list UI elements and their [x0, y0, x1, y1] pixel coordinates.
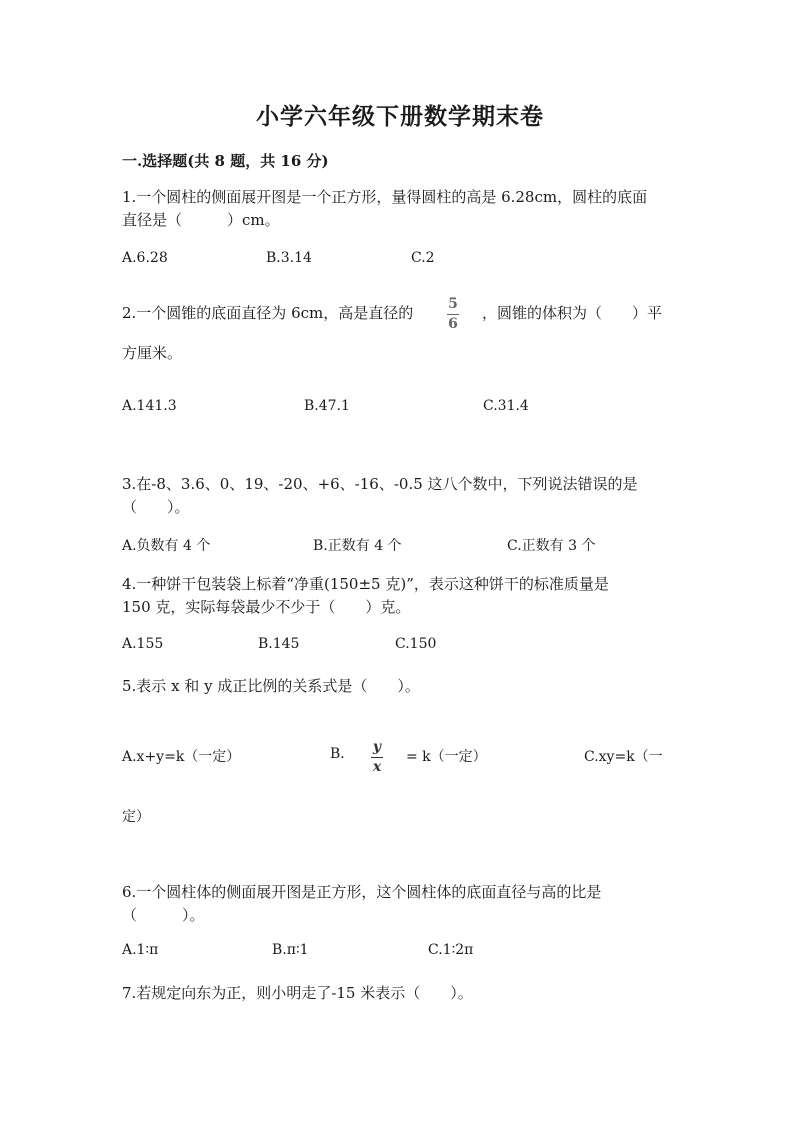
- question-2-line-2: 方厘米。: [122, 344, 183, 362]
- fraction-numerator: y: [372, 739, 382, 755]
- question-4-option-c: C.150: [395, 636, 437, 652]
- question-3-line-2: （ ）。: [122, 498, 190, 516]
- question-3-option-a: A.负数有 4 个: [122, 538, 211, 554]
- question-3-option-c: C.正数有 3 个: [507, 538, 596, 554]
- question-5-option-c-continued: 定）: [122, 809, 150, 825]
- question-5-option-b-fraction: [371, 740, 383, 775]
- question-6-line-1: 6.一个圆柱体的侧面展开图是正方形，这个圆柱体的底面直径与高的比是: [122, 883, 602, 901]
- question-6-option-c: C.1∶2π: [428, 942, 474, 958]
- question-4-line-1: 4.一种饼干包装袋上标着“净重(150±5 克)”，表示这种饼干的标准质量是: [122, 575, 609, 593]
- question-5-option-b-prefix: B.: [330, 746, 345, 762]
- fraction-denominator: 6: [448, 316, 458, 332]
- question-2-option-a: A.141.3: [122, 398, 177, 414]
- question-3-option-b: B.正数有 4 个: [313, 538, 402, 554]
- question-4-option-a: A.155: [122, 636, 164, 652]
- question-5-option-b-suffix: = k（一定）: [406, 749, 487, 765]
- page-title: 小学六年级下册数学期末卷: [256, 103, 544, 130]
- fraction-denominator: x: [372, 759, 382, 775]
- question-1-line-2: 直径是（ ）cm。: [122, 211, 280, 229]
- question-2-text-before-fraction: 2.一个圆锥的底面直径为 6cm，高是直径的: [122, 304, 414, 322]
- fraction-bar: [371, 757, 383, 758]
- question-2-text-after-fraction: ，圆锥的体积为（ ）平: [482, 304, 663, 322]
- question-1-line-1: 1.一个圆柱的侧面展开图是一个正方形，量得圆柱的高是 6.28cm，圆柱的底面: [122, 188, 648, 206]
- question-4-option-b: B.145: [258, 636, 300, 652]
- question-3-line-1: 3.在-8、3.6、0、19、-20、+6、-16、-0.5 这八个数中，下列说法错误的是: [122, 475, 638, 493]
- question-5-line-1: 5.表示 x 和 y 成正比例的关系式是（ ）。: [122, 677, 420, 695]
- question-1-option-c: C.2: [411, 250, 435, 266]
- question-1-option-a: A.6.28: [122, 250, 168, 266]
- question-5-option-c: C.xy=k（一: [584, 749, 663, 765]
- fraction-bar: [447, 314, 459, 315]
- question-7-line-1: 7.若规定向东为正，则小明走了-15 米表示（ ）。: [122, 984, 473, 1002]
- fraction-numerator: 5: [448, 296, 458, 312]
- section-heading: 一.选择题(共 8 题，共 16 分): [122, 152, 329, 170]
- question-1-option-b: B.3.14: [266, 250, 312, 266]
- question-5-option-a: A.x+y=k（一定）: [122, 749, 241, 765]
- question-6-option-b: B.π∶1: [272, 942, 309, 958]
- question-2-option-c: C.31.4: [483, 398, 529, 414]
- question-4-line-2: 150 克，实际每袋最少不少于（ ）克。: [122, 598, 411, 616]
- question-6-line-2: （ ）。: [122, 906, 205, 924]
- question-2-option-b: B.47.1: [304, 398, 350, 414]
- question-2-fraction: [447, 297, 459, 332]
- question-6-option-a: A.1∶π: [122, 942, 159, 958]
